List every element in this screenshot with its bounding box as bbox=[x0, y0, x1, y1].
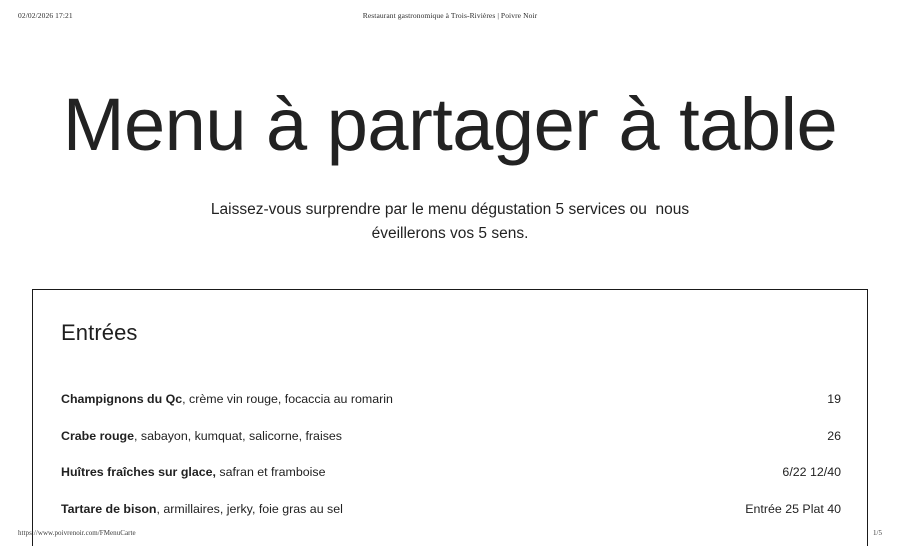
menu-item-name bbox=[61, 465, 325, 480]
menu-item-description: , armillaires, jerky, foie gras au sel bbox=[156, 501, 343, 516]
menu-item-dish: Champignons du Qc bbox=[61, 392, 183, 406]
menu-item-dish: Tartare de bison bbox=[61, 501, 157, 516]
menu-item-price: 26 bbox=[827, 428, 841, 443]
menu-item-row bbox=[61, 465, 841, 502]
menu-item-description: , crème vin rouge, focaccia au romarin bbox=[182, 392, 393, 406]
menu-item-price: 6/22 12/40 bbox=[782, 465, 841, 479]
page-title: Menu à partager à table bbox=[62, 83, 838, 166]
section-heading: Entrées bbox=[61, 320, 138, 345]
menu-item-row bbox=[61, 502, 841, 539]
print-header bbox=[0, 0, 900, 32]
print-footer-page-indicator: 1/5 bbox=[873, 529, 882, 537]
menu-item-name bbox=[61, 392, 393, 407]
page-subtitle: Laissez-vous surprendre par le menu dégustation 5 services ou nous éveillerons vos 5 sens. bbox=[210, 201, 694, 242]
menu-item-row bbox=[61, 392, 841, 429]
menu-item-description: safran et framboise bbox=[215, 465, 326, 479]
print-footer-url: https://www.poivrenoir.com/FMenuCarte bbox=[18, 529, 136, 537]
menu-item-name bbox=[61, 502, 343, 517]
menu-item-name bbox=[61, 429, 342, 444]
print-header-page-title: Restaurant gastronomique à Trois-Rivières | Poivre Noir bbox=[362, 11, 538, 20]
menu-item-dish: Crabe rouge bbox=[61, 428, 134, 443]
menu-item-price: Entrée 25 Plat 40 bbox=[745, 501, 841, 516]
menu-item-description: , sabayon, kumquat, salicorne, fraises bbox=[133, 428, 342, 443]
menu-item-dish: Huîtres fraîches sur glace, bbox=[61, 465, 216, 479]
menu-section-entrees bbox=[32, 289, 868, 546]
menu-item-row bbox=[61, 429, 841, 466]
menu-item-price: 19 bbox=[827, 392, 841, 406]
print-header-datetime: 02/02/2026 17:21 bbox=[18, 11, 73, 20]
menu-item-list bbox=[61, 392, 841, 538]
printed-page-content bbox=[0, 32, 900, 514]
